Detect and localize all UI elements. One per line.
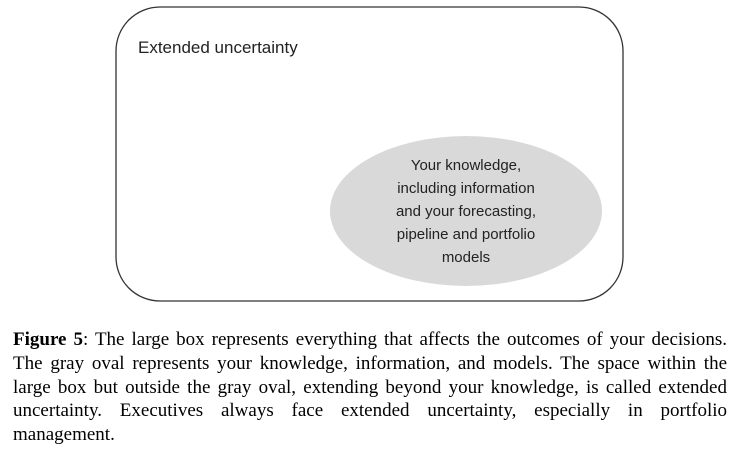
- box-label: Extended uncertainty: [138, 38, 298, 57]
- oval-line-4: pipeline and portfolio: [396, 226, 536, 243]
- oval-line-2: including information: [397, 180, 535, 197]
- figure-caption: [13, 328, 727, 447]
- figure-label: Figure 5: [13, 329, 83, 350]
- oval-line-5: models: [441, 249, 491, 266]
- oval-line-3: and your forecasting,: [395, 203, 537, 220]
- oval-line-1: Your knowledge,: [410, 157, 522, 174]
- caption-text: : The large box represents everything that affects the outcomes of your decisions. The gray oval represents your knowledge, information, and models. The space within the large box but outside the gray oval, extending beyond your knowledge, is called extended uncertainty. Executives always face extended uncertainty, especially in portfolio management.: [13, 329, 727, 446]
